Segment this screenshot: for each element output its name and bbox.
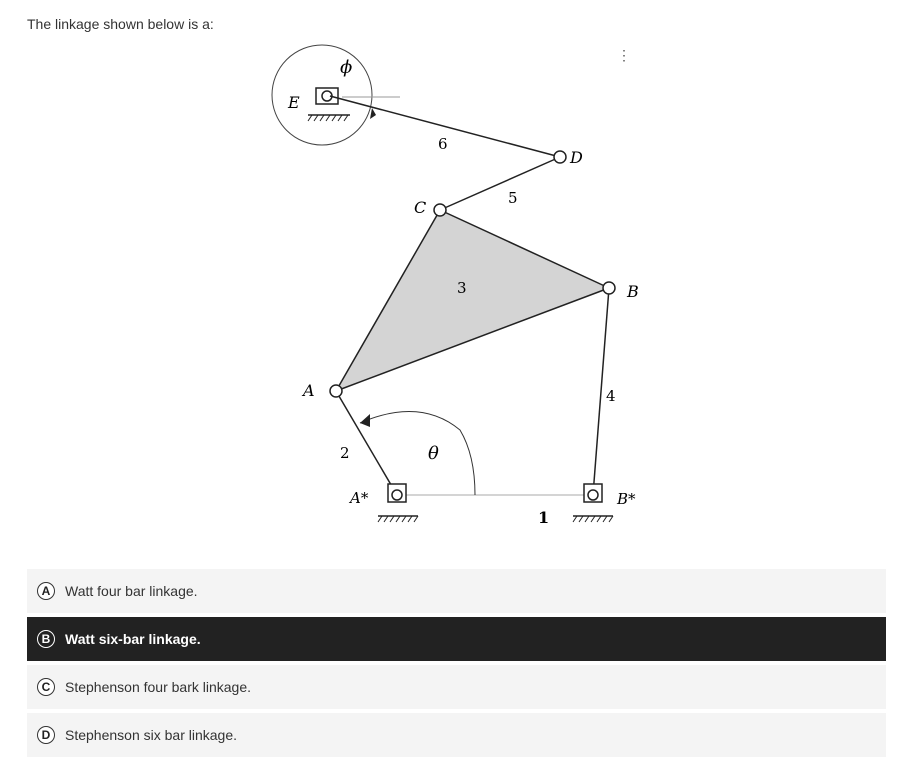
theta-arrow	[360, 414, 370, 427]
option-text-c: Stephenson four bark linkage.	[65, 679, 252, 695]
link-5	[440, 157, 560, 210]
label-a-star: A*	[350, 489, 369, 507]
label-d: D	[570, 148, 583, 167]
label-5: 5	[508, 189, 518, 207]
joint-d	[554, 151, 566, 163]
option-letter-b: B	[37, 630, 55, 648]
label-b: B	[627, 282, 639, 301]
joint-b	[603, 282, 615, 294]
label-theta: θ	[428, 443, 439, 464]
option-text-a: Watt four bar linkage.	[65, 583, 198, 599]
option-c[interactable]	[27, 665, 886, 709]
label-1: 1	[538, 508, 550, 527]
joint-a	[330, 385, 342, 397]
option-text-d: Stephenson six bar linkage.	[65, 727, 237, 743]
option-letter-d: D	[37, 726, 55, 744]
theta-arc	[360, 412, 475, 495]
label-e: E	[288, 93, 300, 112]
link-2	[336, 391, 397, 495]
label-3: 3	[457, 279, 467, 297]
joint-c	[434, 204, 446, 216]
label-4: 4	[606, 387, 616, 405]
label-6: 6	[438, 135, 448, 153]
label-b-star: B*	[617, 490, 636, 508]
option-letter-a: A	[37, 582, 55, 600]
link-3	[336, 210, 609, 391]
label-c: C	[414, 198, 427, 217]
option-a[interactable]	[27, 569, 886, 613]
phi-arrow	[370, 108, 376, 119]
label-a: A	[303, 381, 315, 400]
option-d[interactable]	[27, 713, 886, 757]
option-b[interactable]	[27, 617, 886, 661]
option-letter-c: C	[37, 678, 55, 696]
linkage-diagram	[260, 35, 680, 535]
label-2: 2	[340, 444, 350, 462]
option-text-b: Watt six-bar linkage.	[65, 631, 201, 647]
label-phi: ϕ	[340, 57, 353, 78]
more-options-icon[interactable]: ⋮	[617, 47, 632, 63]
question-text: The linkage shown below is a:	[27, 16, 214, 32]
